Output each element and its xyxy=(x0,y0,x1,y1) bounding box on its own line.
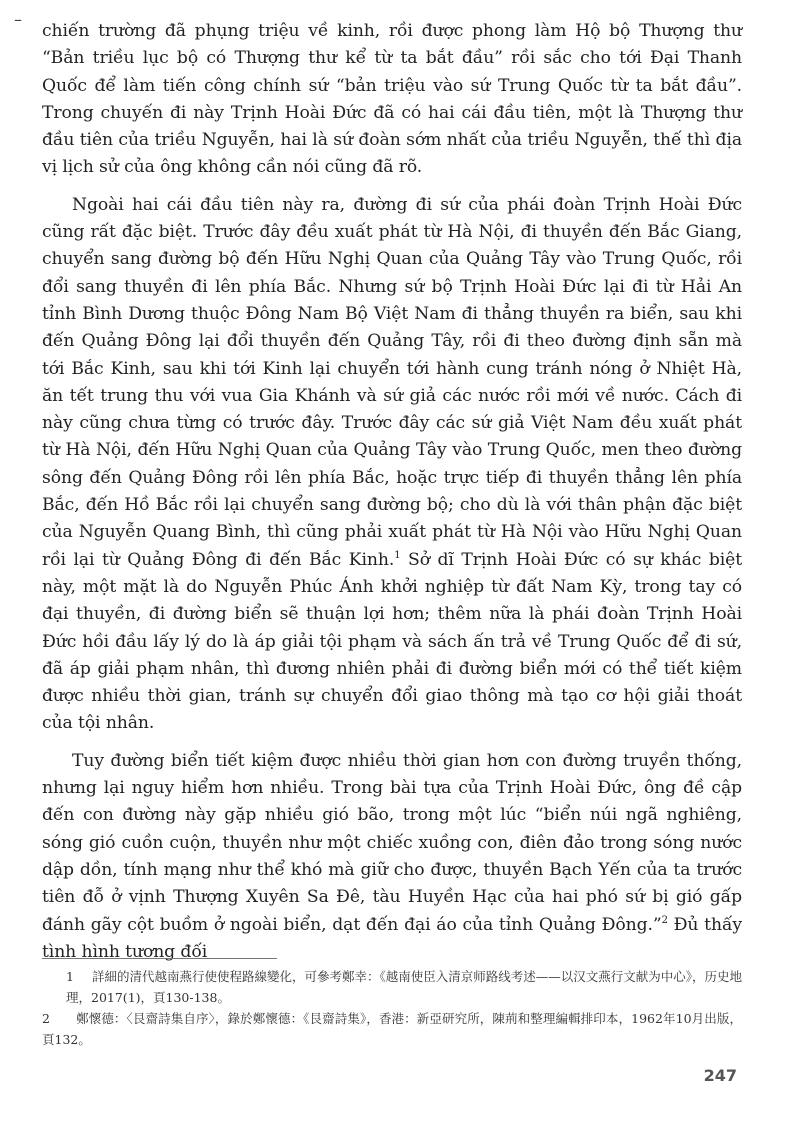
paragraph-3-text-b: Đủ thấy tình hình tương đối xyxy=(42,914,742,962)
paragraph-2-text-b: Sở dĩ Trịnh Hoài Đức có sự khác biệt này, một mặt là do Nguyễn Phúc Ánh khởi nghiệp từ đất Nam Kỳ, trong tay có đại thuyền, đi đường biển sẽ thuận lợi hơn; thêm nữa là phái đoàn Trịnh Hoài Đức hồi đầu lấy lý do là áp giải tội phạm và sách ấn trả về Trung Quốc để đi sứ, đã áp giải phạm nhân, thì đương nhiên phải đi đường biển mới có thể tiết kiệm được nhiều thời gian, tránh sự chuyển đổi giao thông mà tạo cơ hội giải thoát của tội nhân. xyxy=(42,549,742,734)
footnote-ref-2[interactable]: 2 xyxy=(661,914,668,926)
footnote-2-number: 2 xyxy=(42,1011,50,1026)
footnote-2 xyxy=(42,1008,742,1050)
corner-mark: – xyxy=(14,10,22,29)
footnotes xyxy=(42,966,742,1050)
footnote-2-text: 鄭懷德：〈艮齋詩集自序〉，錄於鄭懷德：《艮齋詩集》，香港：新亞研究所，陳荊和整理編輯排印本，1962年10月出版，頁132。 xyxy=(42,1011,742,1047)
paragraph-1: chiến trường đã phụng triệu về kinh, rồi được phong làm Hộ bộ Thượng thư “Bản triều lục bộ có Thượng thư kể từ ta bắt đầu” rồi sắc cho tới Đại Thanh Quốc để làm tiến công chính sứ “bản triệu vào sứ Trung Quốc từ ta bắt đầu”. Trong chuyến đi này Trịnh Hoài Đức đã có hai cái đầu tiên, một là Thượng thư đầu tiên của triều Nguyễn, hai là sứ đoàn sớm nhất của triều Nguyễn, thế thì địa vị lịch sử của ông không cần nói cũng đã rõ. xyxy=(42,21,742,178)
page-number: 247 xyxy=(703,1066,737,1085)
footnote-ref-1[interactable]: 1 xyxy=(394,549,401,561)
paragraph-3 xyxy=(42,748,742,966)
body-text xyxy=(42,18,742,976)
paragraph-2 xyxy=(42,192,742,738)
footnote-1-text: 詳細的清代越南燕行使使程路線變化，可參考鄭幸：《越南使臣入清京师路线考述——以汉文燕行文献为中心》，历史地理，2017(1)，頁130-138。 xyxy=(66,969,743,1005)
paragraph-2-text-a: Ngoài hai cái đầu tiên này ra, đường đi sứ của phái đoàn Trịnh Hoài Đức cũng rất đặc biệt. Trước đây đều xuất phát từ Hà Nội, đi thuyền đến Bắc Giang, chuyển sang đường bộ đến Hữu Nghị Quan của Quảng Tây vào Trung Quốc, rồi đổi sang thuyền đi lên phía Bắc. Nhưng sứ bộ Trịnh Hoài Đức lại đi từ Hải An tỉnh Bình Dương thuộc Đông Nam Bộ Việt Nam đi thẳng thuyền ra biển, sau khi đến Quảng Đông lại đổi thuyền đến Quảng Tây, rồi đi theo đường định sẵn mà tới Bắc Kinh, sau khi tới Kinh lại chuyển tới hành cung tránh nóng ở Nhiệt Hà, ăn tết trung thu với vua Gia Khánh và sứ giả các nước rồi mới về nước. Cách đi này cũng chưa từng có trước đây. Trước đây các sứ giả Việt Nam đều xuất phát từ Hà Nội, đến Hữu Nghị Quan của Quảng Tây vào Trung Quốc, men theo đường sông đến Quảng Đông rồi lên phía Bắc, hoặc trực tiếp đi thuyền thẳng lên phía Bắc, đến Hồ Bắc rồi lại chuyển sang đường bộ; cho dù là với thân phận đặc biệt của Nguyễn Quang Bình, thì cũng phải xuất phát từ Hà Nội vào Hữu Nghị Quan rồi lại từ Quảng Đông đi đến Bắc Kinh. xyxy=(42,194,742,570)
footnote-1 xyxy=(42,966,742,1008)
paragraph-3-text-a: Tuy đường biển tiết kiệm được nhiều thời gian hơn con đường truyền thống, nhưng lại nguy hiểm hơn nhiều. Trong bài tựa của Trịnh Hoài Đức, ông đề cập đến con đường này gặp nhiều gió bão, trong một lúc “biển núi ngã nghiêng, sóng gió cuồn cuộn, thuyền như một chiếc xuồng con, điên đảo trong sóng nước dập dồn, tính mạng như thể khó mà giữ cho được, thuyền Bạch Yến của ta trước tiên đỗ ở vịnh Thượng Xuyên Sa Đê, tàu Huyền Hạc của hai phó sứ bị gió gấp đánh gãy cột buồm ở ngoài biển, dạt đến đại áo của tỉnh Quảng Đông.” xyxy=(42,750,742,935)
footnote-1-number: 1 xyxy=(66,969,74,984)
footnote-divider xyxy=(42,958,277,959)
